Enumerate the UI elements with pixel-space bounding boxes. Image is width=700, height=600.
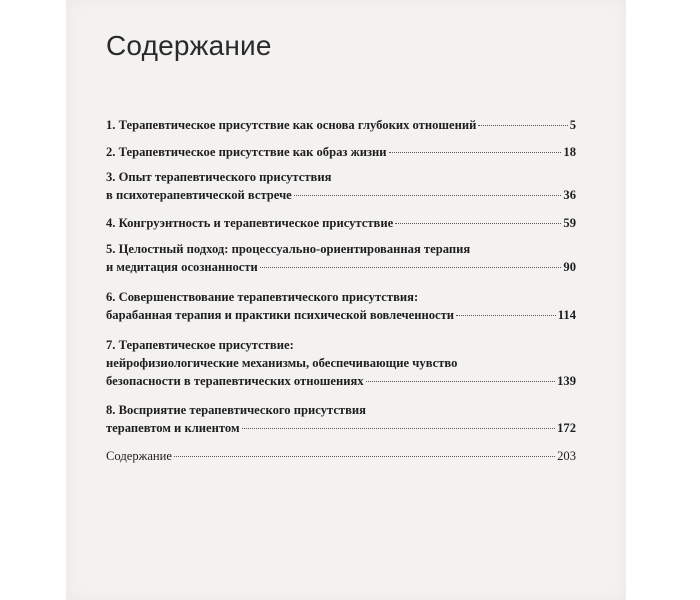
toc-entry-9[interactable] [106, 447, 576, 465]
toc-entry-1[interactable] [106, 116, 576, 134]
toc-entry-7[interactable] [106, 336, 576, 390]
toc-entry-text: барабанная терапия и практики психической вовлеченности [106, 308, 455, 322]
toc-entry-text: Содержание [106, 449, 172, 463]
toc-entry-text: 1. Терапевтическое присутствие как основа глубоких отношений [106, 118, 477, 132]
dot-leader [395, 223, 561, 224]
dot-leader [389, 152, 562, 153]
toc-page-number: 90 [563, 260, 576, 274]
dot-leader [174, 456, 555, 457]
toc-entry-text: в психотерапевтической встрече [106, 188, 292, 202]
toc-entry-8[interactable] [106, 401, 576, 437]
toc-entry-text: 5. Целостный подход: процессуально-ориентированная терапия [106, 242, 471, 256]
dot-leader [260, 267, 562, 268]
toc-entry-text: и медитация осознанности [106, 260, 258, 274]
toc-entry-text: 8. Восприятие терапевтического присутствия [106, 403, 366, 417]
toc-entry-text: безопасности в терапевтических отношениях [106, 374, 364, 388]
toc-entry-3[interactable] [106, 168, 576, 204]
dot-leader [478, 125, 567, 126]
dot-leader [294, 195, 562, 196]
dot-leader [456, 315, 556, 316]
toc-page-number: 5 [569, 118, 576, 132]
page-title: Содержание [106, 30, 272, 61]
toc-entry-text: 7. Терапевтическое присутствие: [106, 338, 294, 352]
toc-entry-text: 2. Терапевтическое присутствие как образ жизни [106, 145, 387, 159]
toc-entry-text: терапевтом и клиентом [106, 421, 240, 435]
toc-page-number: 203 [557, 449, 576, 463]
toc-entry-text: нейрофизиологические механизмы, обеспечивающие чувство [106, 356, 458, 370]
toc-entry-2[interactable] [106, 143, 576, 161]
toc-page-number: 172 [557, 421, 576, 435]
toc-entry-6[interactable] [106, 288, 576, 324]
toc-entry-text: 6. Совершенствование терапевтического присутствия: [106, 290, 419, 304]
toc-entry-4[interactable] [106, 214, 576, 232]
toc-entry-5[interactable] [106, 240, 576, 276]
dot-leader [366, 381, 555, 382]
dot-leader [242, 428, 556, 429]
toc-page-number: 139 [557, 374, 576, 388]
toc-page-number: 114 [557, 308, 576, 322]
toc-page-number: 36 [563, 188, 576, 202]
toc-entry-text: 3. Опыт терапевтического присутствия [106, 170, 332, 184]
toc-page-number: 18 [563, 145, 576, 159]
toc-entry-text: 4. Конгруэнтность и терапевтическое присутствие [106, 216, 394, 230]
toc-page-number: 59 [563, 216, 576, 230]
